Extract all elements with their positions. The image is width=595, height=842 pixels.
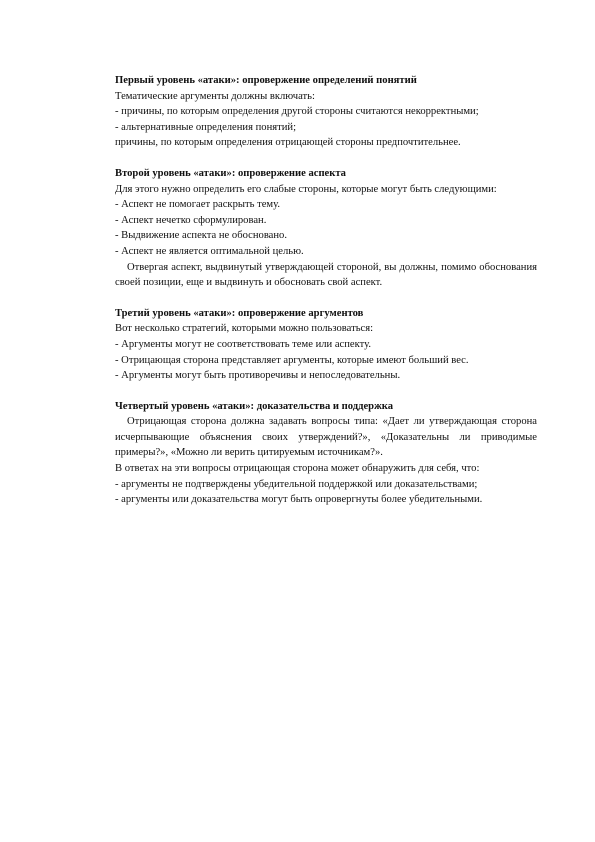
- text-line: - аргументы не подтверждены убедительной поддержкой или доказательствами;: [115, 478, 478, 490]
- section-fourth-level: [115, 399, 537, 508]
- text-line: - Аспект не помогает раскрыть тему.: [115, 199, 281, 211]
- section-first-level: [115, 73, 537, 151]
- document-content: [115, 73, 537, 523]
- section-heading: Третий уровень «атаки»: опровержение аргументов: [115, 307, 364, 319]
- text-line: Для этого нужно определить его слабые стороны, которые могут быть следующими:: [115, 183, 497, 195]
- section-heading: Четвертый уровень «атаки»: доказательства и поддержка: [115, 400, 393, 412]
- text-line: - Аспект нечетко сформулирован.: [115, 214, 267, 226]
- text-line: - Аргументы могут не соответствовать теме или аспекту.: [115, 338, 371, 350]
- section-third-level: [115, 306, 537, 384]
- text-line: причины, по которым определения отрицающей стороны предпочтительнее.: [115, 137, 461, 149]
- section-second-level: [115, 166, 537, 291]
- text-line: - причины, по которым определения другой стороны считаются некорректными;: [115, 106, 479, 118]
- text-line: - Аспект не является оптимальной целью.: [115, 245, 304, 257]
- text-line: - альтернативные определения понятий;: [115, 121, 297, 133]
- text-line: Тематические аргументы должны включать:: [115, 90, 315, 102]
- text-line: - Отрицающая сторона представляет аргументы, которые имеют больший вес.: [115, 354, 469, 366]
- text-line: - Выдвижение аспекта не обосновано.: [115, 230, 287, 242]
- section-heading: Второй уровень «атаки»: опровержение аспекта: [115, 167, 346, 179]
- text-line: - аргументы или доказательства могут быть опровергнуты более убедительными.: [115, 494, 483, 506]
- text-line: Вот несколько стратегий, которыми можно пользоваться:: [115, 323, 374, 335]
- text-line: В ответах на эти вопросы отрицающая сторона может обнаружить для себя, что:: [115, 463, 480, 475]
- section-heading: Первый уровень «атаки»: опровержение определений понятий: [115, 75, 417, 86]
- body-paragraph: Отрицающая сторона должна задавать вопросы типа: «Дает ли утверждающая сторона исчерпывающие объяснения своих утверждений?», «Доказательны ли приводимые примеры?», «Можно ли верить цитируемым источникам?».: [115, 416, 537, 459]
- body-paragraph: Отвергая аспект, выдвинутый утверждающей стороной, вы должны, помимо обоснования своей позиции, еще и выдвинуть и обосновать свой аспект.: [115, 261, 537, 289]
- text-line: - Аргументы могут быть противоречивы и непоследовательны.: [115, 370, 401, 382]
